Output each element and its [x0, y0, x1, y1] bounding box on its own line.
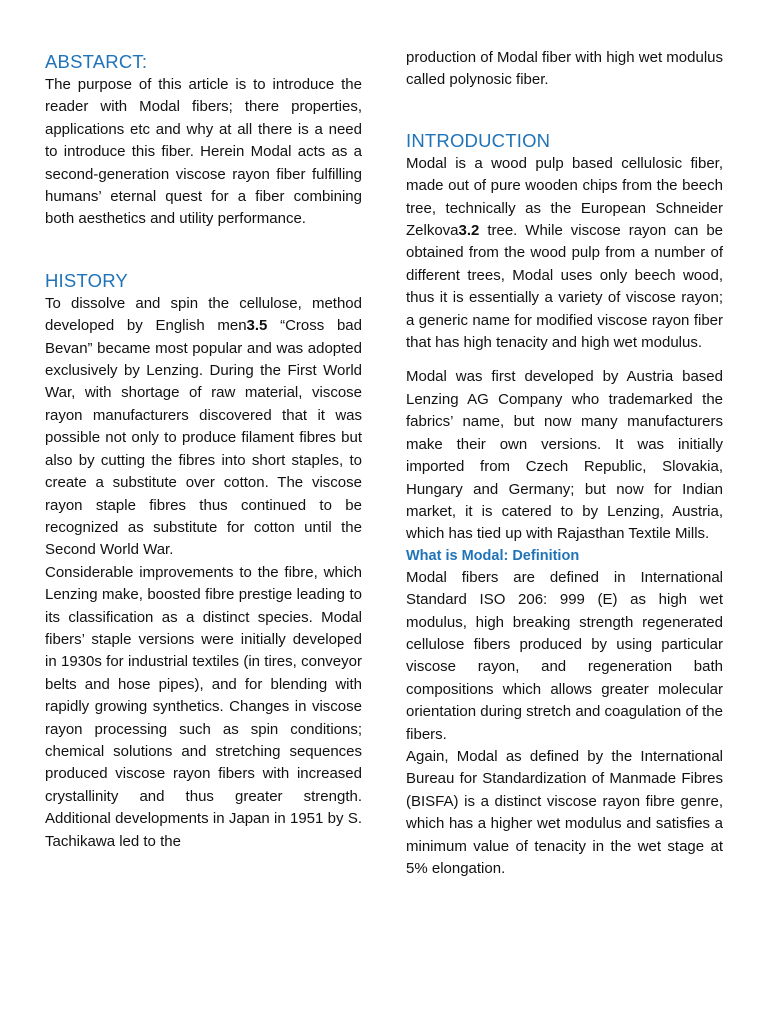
intro-text-after-ref: tree. While viscose rayon can be obtained from the wood pulp from a number of different trees, Modal uses only beech wood, thus it is essentially a variety of viscose rayon; a generic name for modified viscose rayon fiber that has high tenacity and high wet modulus.	[406, 222, 723, 352]
definition-paragraph-1: Modal fibers are defined in International Standard ISO 206: 999 (E) as high wet modulus, high breaking strength regenerated cellulose fibers produced by using particular viscose rayon, and regeneration bath compositions which allows greater molecular orientation during stretch and coagulation of the fibers.	[406, 568, 723, 743]
abstract-heading: ABSTARCT:	[45, 51, 148, 72]
introduction-heading: INTRODUCTION	[406, 129, 551, 151]
history-text-before-ref: To dissolve and spin the cellulose, method developed by English men	[45, 294, 362, 335]
left-column	[45, 0, 362, 853]
abstract-paragraph: The purpose of this article is to introduce the reader with Modal fibers; there properties, applications etc and why at all there is a need to introduce this fiber. Herein Modal acts as a second-generation viscose rayon fiber fulfilling humans’ eternal quest for a fiber combining both aesthetics and utility performance.	[45, 76, 362, 228]
citation-ref: 3.5	[246, 317, 268, 335]
continued-paragraph: production of Modal fiber with high wet modulus called polynosic fiber.	[406, 49, 723, 89]
right-column	[406, 0, 723, 880]
definition-heading: What is Modal: Definition	[406, 547, 580, 564]
citation-ref: 3.2	[458, 222, 480, 240]
introduction-paragraph-1	[406, 153, 723, 355]
history-heading: HISTORY	[45, 269, 128, 291]
history-paragraph-1	[45, 293, 362, 562]
history-paragraph-2: Considerable improvements to the fibre, which Lenzing make, boosted fibre prestige leading to its classification as a distinct species. Modal fibers’ staple versions were initially developed in 1930s for industrial textiles (in tires, conveyor belts and hose pipes), and for blending with rapidly growing synthetics. Changes in viscose rayon processing such as spin conditions; chemical solutions and stretching sequences produced viscose rayon fibers with increased crystallinity and thus greater strength. Additional developments in Japan in 1951 by S. Tachikawa led to the	[45, 563, 362, 850]
definition-paragraph-2: Again, Modal as defined by the International Bureau for Standardization of Manmade Fibres (BISFA) is a distinct viscose rayon fibre genre, which has a higher wet modulus and satisfies a minimum value of tenacity in the wet stage at 5% elongation.	[406, 747, 723, 877]
history-text-after-ref: “Cross bad Bevan” became most popular and was adopted exclusively by Lenzing. During the First World War, with shortage of raw material, viscose rayon manufacturers discovered that it was possible not only to produce filament fibres but also by cutting the fibres into short staples, to create a substitute over cotton. The viscose rayon staple fibres thus continued to be recognized as substitute for cotton until the Second World War.	[45, 317, 362, 559]
intro-text-before-ref: Modal is a wood pulp based cellulosic fiber, made out of pure wooden chips from the beech tree, technically as the European Schneider Zelkova	[406, 154, 723, 240]
introduction-paragraph-2: Modal was first developed by Austria based Lenzing AG Company who trademarked the fabrics’ name, but now many manufacturers make their own versions. It was initially imported from Czech Republic, Slovakia, Hungary and Germany; but now for Indian market, it is catered to by Lenzing, Austria, which has tied up with Rajasthan Textile Mills.	[406, 368, 723, 543]
